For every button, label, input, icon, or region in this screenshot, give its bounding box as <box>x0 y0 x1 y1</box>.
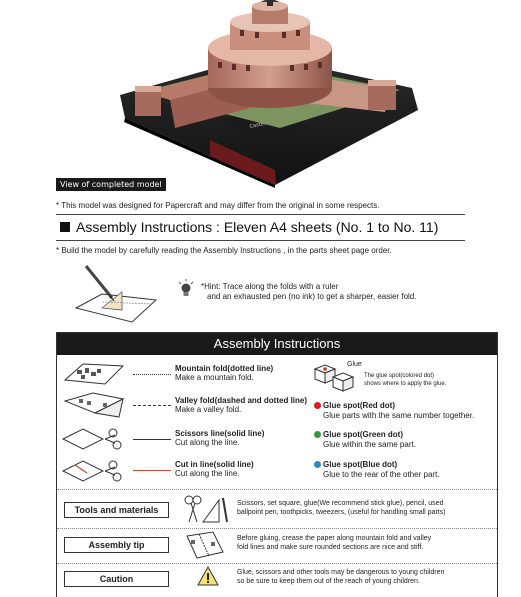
fold-desc: Cut along the line. <box>175 438 240 447</box>
instructions-header: Assembly Instructions <box>57 333 497 355</box>
warning-icon <box>197 566 219 586</box>
caution-description <box>237 568 444 586</box>
glue-spot-desc: Glue to the rear of the other part. <box>323 470 440 479</box>
tip-line-1: Before gluing, crease the paper along mountain fold and valley <box>237 535 432 542</box>
glue-note <box>364 372 446 388</box>
glue-note-line-2: shows where to apply the glue. <box>364 381 447 387</box>
red-dot-icon <box>314 402 321 409</box>
tools-description <box>237 499 446 517</box>
square-bullet-icon <box>60 222 70 232</box>
caution-label: Caution <box>64 571 169 587</box>
divider <box>57 528 497 529</box>
assembly-instructions-panel <box>56 332 498 597</box>
valley-fold-icon <box>63 391 125 419</box>
divider <box>56 214 465 215</box>
build-note: * Build the model by carefully reading the Assembly Instructions , in the parts sheet page order. <box>56 246 392 255</box>
tools-icon <box>183 494 231 524</box>
divider <box>57 563 497 564</box>
fold-desc: Make a mountain fold. <box>175 373 254 382</box>
cut-in-line-label <box>175 460 254 478</box>
scissors-line-icon <box>61 425 127 453</box>
completed-model-photo <box>100 0 430 188</box>
mountain-fold-icon <box>63 360 125 386</box>
dash-dot-line-sample <box>133 405 171 406</box>
fold-title: Cut in line(solid line) <box>175 460 254 469</box>
caution-line-2: so be sure to keep them out of the reach of young children. <box>237 578 420 585</box>
solid-line-sample <box>133 439 171 440</box>
photo-caption: View of completed model <box>56 178 166 191</box>
glue-note-line-1: The glue spot(colored dot) <box>364 373 435 379</box>
red-line-sample <box>133 470 171 471</box>
caution-line-1: Glue, scissors and other tools may be dangerous to young children <box>237 569 445 576</box>
dotted-line-sample <box>133 374 171 375</box>
scissors-line-label <box>175 429 264 447</box>
fold-title: Scissors line(solid line) <box>175 429 265 438</box>
folding-paper-icon <box>183 530 231 560</box>
green-dot-icon <box>314 431 321 438</box>
tip-description <box>237 534 431 552</box>
cut-in-line-icon <box>61 455 127 485</box>
fold-title: Mountain fold(dotted line) <box>175 364 274 373</box>
tools-and-materials-label: Tools and materials <box>64 502 169 518</box>
fold-title: Valley fold(dashed and dotted line) <box>175 396 308 405</box>
valley-fold-label <box>175 396 307 414</box>
glue-spot-title: Glue spot(Green dot) <box>323 430 403 439</box>
assembly-tip-label: Assembly tip <box>64 537 169 553</box>
fold-desc: Make a valley fold. <box>175 405 242 414</box>
lightbulb-icon <box>178 279 194 299</box>
section-title <box>60 219 438 235</box>
glue-spot-desc: Glue parts with the same number together. <box>323 411 475 420</box>
mountain-fold-label <box>175 364 273 382</box>
tools-line-2: ballpoint pen, toothpicks, tweezers, (useful for handling small parts) <box>237 509 446 516</box>
pen-and-ruler-illustration <box>72 264 162 324</box>
glue-spot-blue <box>314 460 440 480</box>
section-title-text: Assembly Instructions : Eleven A4 sheets (No. 1 to No. 11) <box>76 219 439 235</box>
glue-spot-green <box>314 430 416 450</box>
hint-text <box>201 282 416 302</box>
fold-desc: Cut along the line. <box>175 469 240 478</box>
blue-dot-icon <box>314 461 321 468</box>
disclaimer-text: * This model was designed for Papercraft and may differ from the original in some respects. <box>56 201 380 210</box>
glue-label: Glue <box>347 361 362 368</box>
hint-line-2: and an exhausted pen (no ink) to get a sharper, easier fold. <box>207 292 417 301</box>
glue-spot-title: Glue spot(Red dot) <box>323 401 395 410</box>
tools-line-1: Scissors, set square, glue(We recommend stick glue), pencil, used <box>237 500 444 507</box>
divider <box>56 240 465 241</box>
glue-spot-red <box>314 401 474 421</box>
tip-line-2: fold lines and make sure rounded sections are nice and stiff. <box>237 544 424 551</box>
glue-spot-title: Glue spot(Blue dot) <box>323 460 398 469</box>
hint-line-1: *Hint: Trace along the folds with a ruler <box>201 282 339 291</box>
glue-spot-desc: Glue within the same part. <box>323 440 416 449</box>
divider <box>57 489 497 490</box>
